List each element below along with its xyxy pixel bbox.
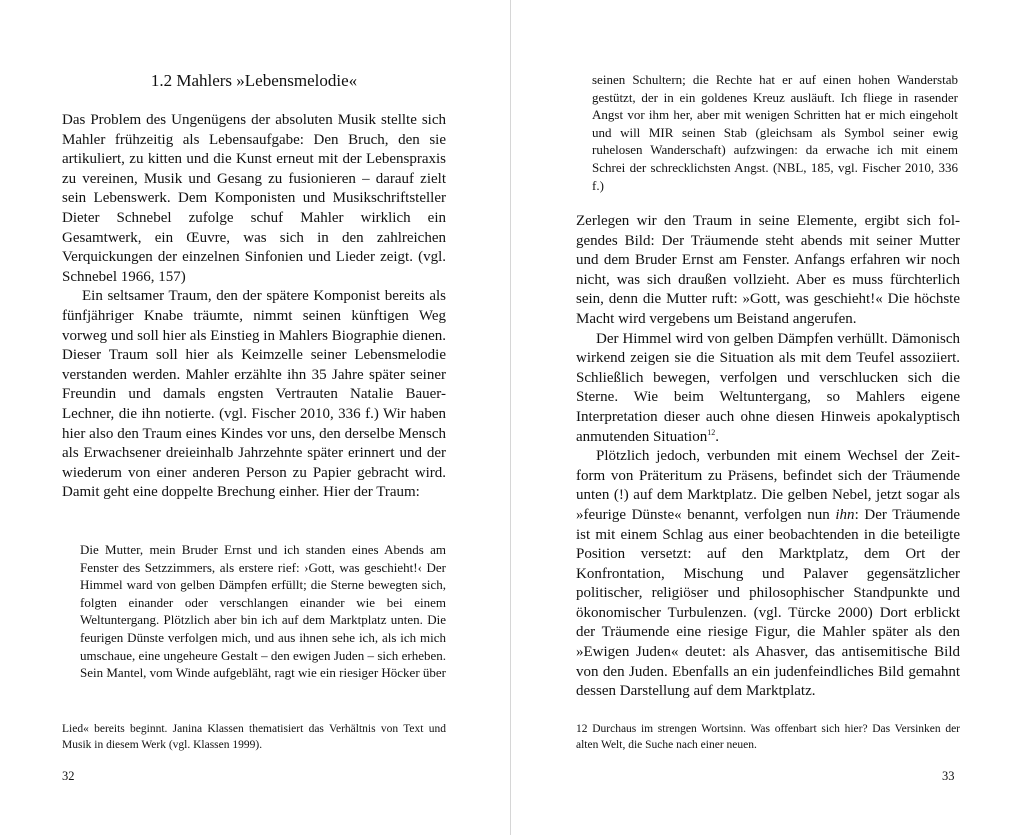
left-body-text xyxy=(62,111,446,503)
paragraph-text: Der Himmel wird von gelben Dämpfen verhüllt. Dämonisch wirkend zeigen sie die Situation als mit dem Teufel assoziiert. Schließlich bewegen, verfolgen und verschlucken sich die Sterne. Wie beim Weltuntergang, so Mahlers eigene Interpretation dieser auch ohne diesen Hinweis apokalyptisch anmutenden Situation xyxy=(576,330,960,445)
right-body-text xyxy=(576,212,960,702)
paragraph-text: Plötzlich jedoch, verbunden mit einem Wechsel der Zeitform von Präteritum zu Präsens, befindet sich der Träumende unten (!) auf dem Marktplatz. Die gelben Nebel, jetzt sogar als »feurige Dünste« benannt, verfolgen nun xyxy=(576,448,960,523)
section-heading: 1.2 Mahlers »Lebensmelodie« xyxy=(150,71,358,90)
block-quote-continued xyxy=(592,71,958,194)
paragraph xyxy=(576,330,960,448)
quote-text: seinen Schultern; die Rechte hat er auf einen hohen Wanderstab gestützt, der in ein goldenes Kreuz ausläuft. Ich fliege in rasender Angst vor ihm her, aber mit wenigen Schritten hat er mich eingeholt und will MIR seinen Stab (gleichsam als Symbol seiner ewig ruhelosen Wanderschaft) aufzwingen: da erwache ich mit einem Schrei der schrecklichsten Angst. (NBL, 185, vgl. Fischer 2010, 336 f.) xyxy=(592,72,958,193)
emphasis-text: ihn xyxy=(835,506,855,523)
paragraph: Ein seltsamer Traum, den der spätere Komponist bereits als fünfjähriger Knabe träumte, nimmt seinen künftigen Weg vorweg und soll hier als Einstieg in Mahlers Biographie dienen. Dieser Traum soll hier als Keimzelle seiner Lebensmelodie verstanden werden. Mahler erzählte ihn 35 Jahre später seiner Freundin und damals engsten Vertrauten Natalie Bauer-Lechner, die ihn notierte. (vgl. Fischer 2010, 336 f.) Wir haben hier also den Traum eines Kindes vor uns, den derselbe Mensch als Erwachsener dreieinhalb Jahrzehnte später erinnert und der wiederum von einer anderen Person zu Papier gebracht wird. Damit geht eine doppelte Brechung einher. Hier der Traum: xyxy=(62,288,446,501)
footnote xyxy=(62,722,446,753)
footnote-text: Lied« bereits beginnt. Janina Klassen thematisiert das Verhältnis von Text und Musik in diesem Werk (vgl. Klassen 1999). xyxy=(62,723,446,751)
page-number: 33 xyxy=(942,769,955,783)
footnote-reference[interactable]: 12 xyxy=(707,427,716,437)
paragraph: Das Problem des Ungenügens der absoluten Musik stellte sich Mahler frühzeitig als Lebensaufgabe: Den Bruch, den sie artikuliert, zu kitten und die Kunst erneut mit der Lebenspraxis zu vereinen, Musik und Gesang zu fusionieren – darauf zielt sein Lebenswerk. Dem Komponisten und Musikschriftsteller Dieter Schnebel zufolge schuf Mahler wirklich ein Gesamtwerk, ein Œuvre, was sich in den zahlreichen Verquickungen der einzelnen Sinfonien und Lieder zeigt. (vgl. Schnebel 1966, 157) xyxy=(62,112,446,285)
quote-text: Die Mutter, mein Bruder Ernst und ich standen eines Abends am Fenster des Setzzimmers, als erstere rief: ›Gott, was geschieht!‹ Der Himmel ward von gelben Dämpfen erfüllt; die Sterne bewegten sich, folgten einander oder verschlangen einander wie bei einem Weltuntergang. Plötzlich aber bin ich auf dem Marktplatz unten. Die feurigen Dünste verfolgen mich, und aus ihnen sehe ich, als ich mich umschaue, eine ungeheure Gestalt – den ewigen Juden – sich erheben. Sein Mantel, vom Winde aufgebläht, ragt wie ein riesiger Höcker über xyxy=(80,542,447,681)
block-quote xyxy=(80,541,446,682)
footnote xyxy=(576,722,960,753)
paragraph xyxy=(576,447,960,702)
footnote-text: 12 Durchaus im strengen Wortsinn. Was offenbart sich hier? Das Versinken der alten Welt, die Suche nach einer neuen. xyxy=(576,723,960,751)
paragraph: Zerlegen wir den Traum in seine Elemente, ergibt sich folgendes Bild: Der Träumende steht abends mit seiner Mutter und dem Bruder Ernst am Fenster. Anfangs erfahren wir noch nicht, was sich draußen vollzieht. Aber es muss fürchterlich sein, denn die Mutter ruft: »Gott, was geschieht!« Die höchste Macht wird vergebens um Beistand angerufen. xyxy=(576,213,960,327)
sentence-end: . xyxy=(715,428,719,445)
right-page xyxy=(510,0,1020,835)
page-number: 32 xyxy=(62,769,75,783)
paragraph-text: : Der Träumende ist mit einem Schlag aus einer beobachtenden in die beteiligte Position versetzt: auf den Marktplatz, dem Ort der Konfrontation, Mischung und Palaver gegensätzlicher politischer, religiöser und philosophischer Standpunkte und ökonomischer Turbulenzen. (vgl. Türcke 2000) Dort erblickt der Träumende eine riesige Figur, die Mahler später als den »Ewigen Juden« deutet: als Ahasver, das antisemitische Bild von den Juden. Ebenfalls an ein judenfeindliches Bild gemahnt dessen Darstellung auf dem Marktplatz. xyxy=(576,506,960,700)
